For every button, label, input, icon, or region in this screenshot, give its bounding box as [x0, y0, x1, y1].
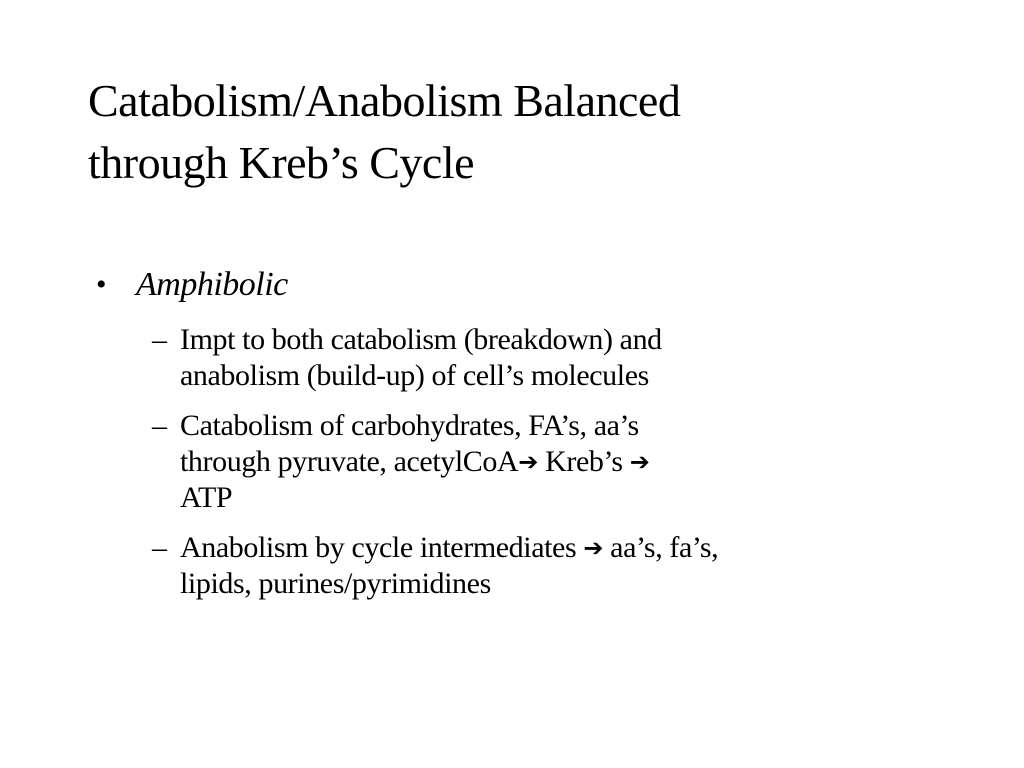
sub-bullet-anabolism	[150, 530, 976, 602]
sub-bullet-line: Catabolism of carbohydrates, FA’s, aa’s	[180, 409, 639, 442]
slide-title-line-2: through Kreb’s Cycle	[88, 137, 475, 188]
dash-marker: –	[152, 531, 167, 564]
sub-bullet-line: anabolism (build-up) of cell’s molecules	[180, 359, 649, 392]
sub-bullet-line: Impt to both catabolism (breakdown) and	[180, 323, 662, 356]
right-arrow-icon: ➔	[629, 448, 650, 476]
slide-body	[96, 262, 976, 616]
sub-bullet-list	[96, 322, 976, 602]
slide-title	[88, 70, 948, 194]
sub-bullet-line	[180, 444, 976, 480]
sub-bullet-importance	[150, 322, 976, 394]
bullet-amphibolic	[96, 262, 976, 308]
right-arrow-icon: ➔	[583, 534, 604, 562]
sub-bullet-catabolism	[150, 408, 976, 516]
bullet-marker: •	[96, 268, 107, 301]
sub-bullet-line: ATP	[180, 481, 233, 514]
slide-title-line-1: Catabolism/Anabolism Balanced	[88, 75, 681, 126]
sub-bullet-text: aa’s, fa’s,	[603, 531, 719, 564]
bullet-text: Amphibolic	[136, 266, 288, 303]
sub-bullet-text: Anabolism by cycle intermediates	[180, 531, 584, 564]
sub-bullet-text: Kreb’s	[538, 445, 630, 478]
sub-bullet-line: lipids, purines/pyrimidines	[180, 567, 491, 600]
sub-bullet-text: through pyruvate, acetylCoA	[180, 445, 519, 478]
right-arrow-icon: ➔	[518, 448, 538, 476]
dash-marker: –	[152, 323, 167, 356]
sub-bullet-line	[180, 530, 976, 566]
dash-marker: –	[152, 409, 167, 442]
